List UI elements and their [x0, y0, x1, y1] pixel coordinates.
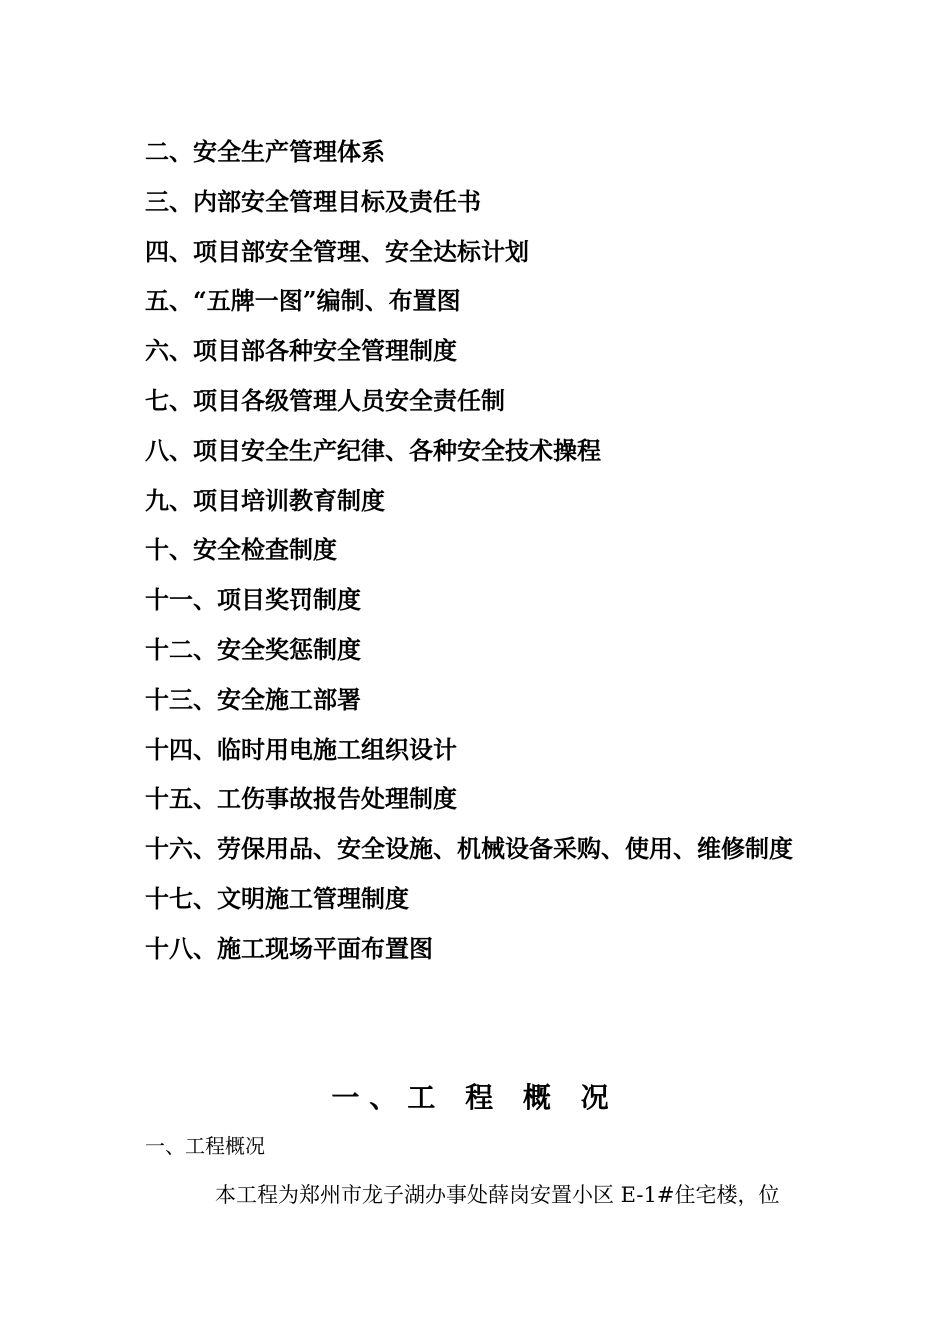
toc-item: 十二、安全奖惩制度 — [145, 634, 361, 664]
toc-item: 十五、工伤事故报告处理制度 — [145, 784, 457, 814]
toc-item: 六、项目部各种安全管理制度 — [145, 336, 457, 366]
toc-item: 十四、临时用电施工组织设计 — [145, 734, 457, 764]
toc-item: 九、项目培训教育制度 — [145, 485, 385, 515]
toc-item: 四、项目部安全管理、安全达标计划 — [145, 236, 529, 266]
toc-item: 十七、文明施工管理制度 — [145, 883, 409, 913]
toc-item: 十八、施工现场平面布置图 — [145, 933, 433, 963]
toc-item: 三、内部安全管理目标及责任书 — [145, 186, 481, 216]
toc-item: 十、安全检查制度 — [145, 535, 337, 565]
toc-item: 八、项目安全生产纪律、各种安全技术操程 — [145, 435, 601, 465]
toc-item: 十三、安全施工部署 — [145, 684, 361, 714]
section-title: 一、工 程 概 况 — [331, 1081, 619, 1114]
toc-item: 五、“五牌一图”编制、布置图 — [145, 286, 461, 316]
section-subheading: 一、工程概况 — [145, 1134, 265, 1158]
table-of-contents — [145, 132, 865, 979]
toc-item: 七、项目各级管理人员安全责任制 — [145, 385, 505, 415]
toc-item: 十六、劳保用品、安全设施、机械设备采购、使用、维修制度 — [145, 834, 793, 864]
body-paragraph: 本工程为郑州市龙子湖办事处薛岗安置小区 E-1#住宅楼，位 — [215, 1183, 780, 1207]
toc-item: 二、安全生产管理体系 — [145, 137, 385, 166]
toc-item: 十一、项目奖罚制度 — [145, 585, 361, 615]
